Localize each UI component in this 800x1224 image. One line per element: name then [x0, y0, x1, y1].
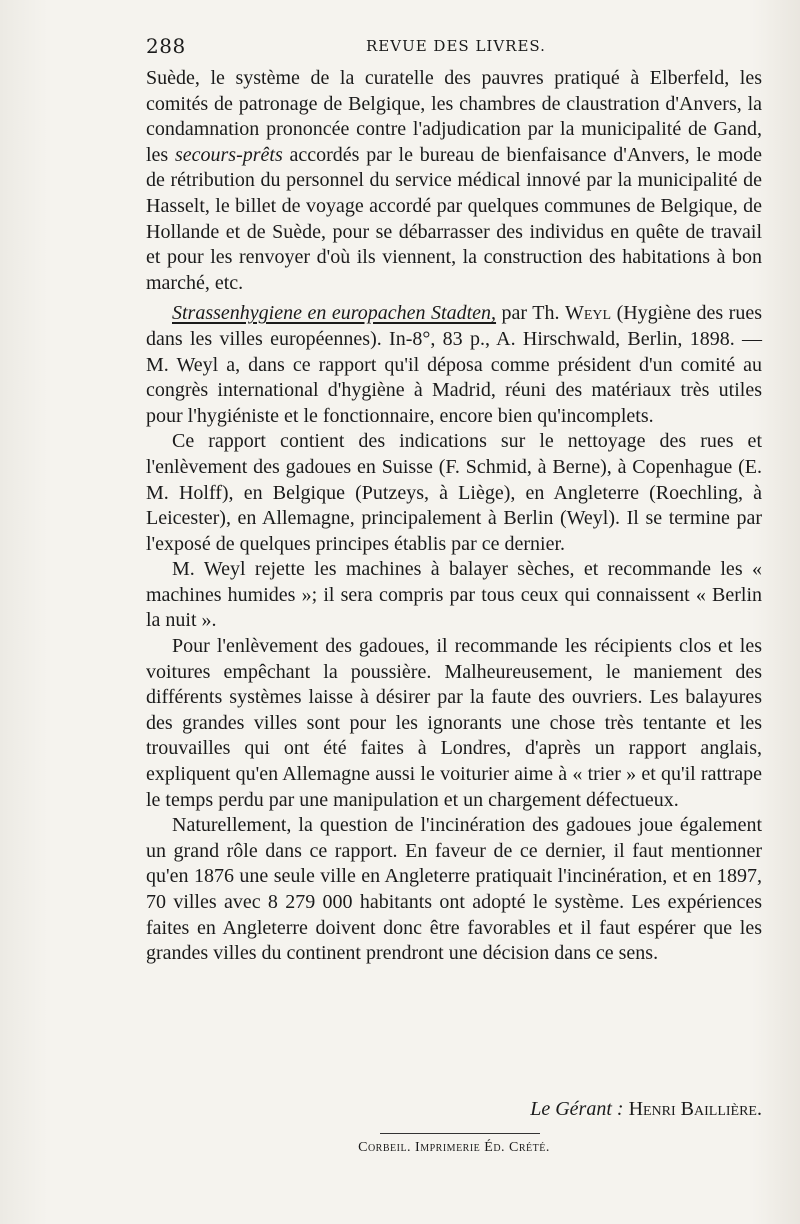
book-by: par Th. [496, 302, 565, 325]
signature-line [146, 1098, 762, 1121]
book-entry [146, 301, 762, 429]
paragraph-1-text: Suède, le système de la curatelle des pauvres pratiqué à Elberfeld, les comités de patronage de Belgique, les chambres de claustration d'Anvers, la condamnation prononcée contre l'adjudication par la municipalité de Gand, les [146, 67, 762, 166]
paragraph-6: Naturellement, la question de l'incinération des gadoues joue également un grand rôle dans ce rapport. En faveur de ce dernier, il faut mentionner qu'en 1876 une seule ville en Angleterre pratiquait l'incinération, et en 1897, 70 villes avec 8 279 000 habitants ont adopté le système. Les expériences faites en Angleterre doivent donc être favorables et il faut espérer que les grandes villes du continent prendront une décision dans ce sens. [146, 814, 762, 965]
paragraph-1 [146, 66, 762, 296]
body-text [146, 66, 762, 967]
page-number: 288 [146, 34, 186, 58]
paragraph-4: M. Weyl rejette les machines à balayer sèches, et recommande les « machines humides »; il sera compris par tous ceux qui connaissent « Berlin la nuit ». [146, 558, 762, 632]
running-title: REVUE DES LIVRES. [366, 37, 546, 55]
book-author: Weyl [564, 302, 612, 325]
signature-label: Le Gérant : [530, 1098, 624, 1120]
book-title: Strassenhygiene en europachen Stadten, [172, 302, 497, 325]
paragraph-1-italic: secours-prêts [174, 143, 283, 166]
printer-imprint: Corbeil. Imprimerie Éd. Crété. [358, 1140, 550, 1155]
divider-rule [380, 1133, 540, 1134]
signature-name: Henri Baillière. [628, 1098, 762, 1120]
paragraph-5: Pour l'enlèvement des gadoues, il recommande les récipients clos et les voitures empêchant la poussière. Malheureusement, le maniement des différents systèmes laisse à désirer par la faute des ouvriers. Les balayures des grandes villes sont pour les ignorants une chose très tentante et les trouvailles qui ont été faites à Londres, d'après un rapport anglais, expliquent qu'en Allemagne aussi le voiturier aime à « trier » et qu'il rattrape le temps perdu par une manipulation et un chargement défectueux. [146, 635, 762, 811]
book-description: (Hygiène des rues dans les villes européennes). In-8°, 83 p., A. Hirschwald, Berlin, 1898. — M. Weyl a, dans ce rapport qu'il déposa comme président d'un comité au congrès international d'hygiène à Madrid, réuni des matériaux très utiles pour l'hygiéniste et le fonctionnaire, encore bien qu'incomplets. [146, 302, 762, 427]
page-header [146, 34, 766, 64]
paragraph-1-rest: accordés par le bureau de bienfaisance d'Anvers, le mode de rétribution du personnel du service médical innové par la municipalité de Hasselt, le billet de voyage accordé par quelques communes de Belgique, de Hollande et de Suède, pour se débarrasser des individus en quête de travail et pour les renvoyer d'où ils viennent, la construction des habitations à bon marché, etc. [146, 143, 763, 294]
paragraph-3: Ce rapport contient des indications sur le nettoyage des rues et l'enlèvement des gadoues en Suisse (F. Schmid, à Berne), à Copenhague (E. M. Holff), en Belgique (Putzeys, à Liège), en Angleterre (Roechling, à Leicester), en Allemagne, principalement à Berlin (Weyl). Il se termine par l'exposé de quelques principes établis par ce dernier. [146, 430, 762, 555]
